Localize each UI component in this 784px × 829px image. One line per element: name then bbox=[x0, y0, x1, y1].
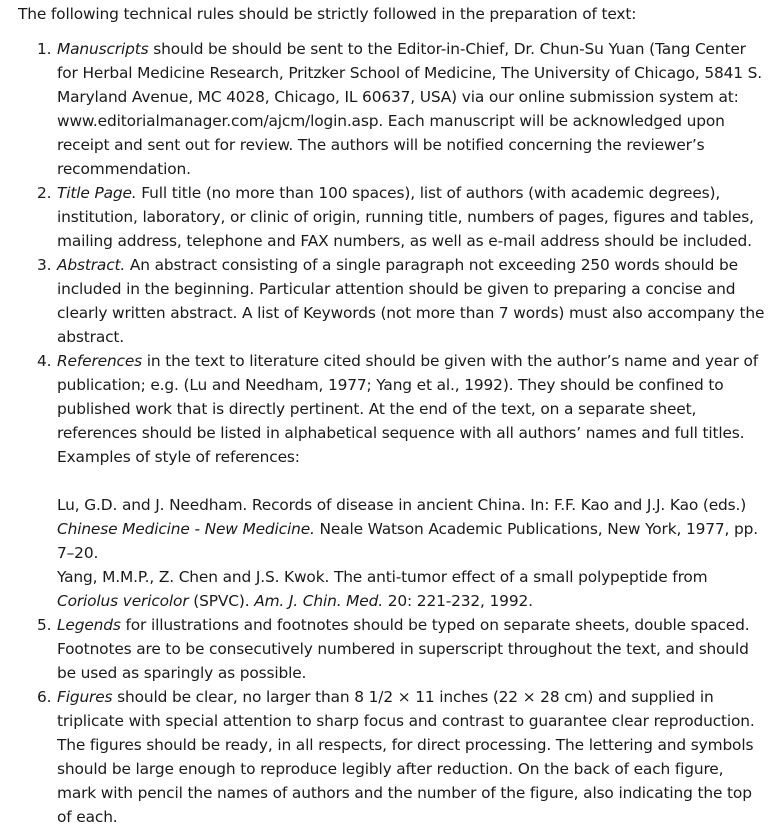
rules-list bbox=[18, 37, 766, 829]
rule-number: 5. bbox=[37, 616, 52, 634]
rule-text: in the text to literature cited should be given with the author’s name and year of publication; e.g. (Lu and Needham, 1977; Yang et al., 1992). They should be confined to published work that is directly pertinent. At the end of the text, on a separate sheet, references should be listed in alphabetical sequence with all authors’ names and full titles. Examples of style of references: bbox=[57, 352, 758, 466]
rule-item-title-page bbox=[18, 181, 766, 253]
rule-text: should be should be sent to the Editor-in-Chief, Dr. Chun-Su Yuan (Tang Center for Herbal Medicine Research, Pritzker School of Medicine, The University of Chicago, 5841 S. Maryland Avenue, MC 4028, Chicago, IL 60637, USA) via our online submission system at: www.editorialmanager.com/ajcm/login.asp. Each manuscript will be acknowledged upon receipt and sent out for review. The authors will be notified concerning the reviewer’s recommendation. bbox=[57, 40, 763, 178]
rule-term: Figures bbox=[57, 688, 113, 706]
rule-term: Legends bbox=[57, 616, 121, 634]
rule-number: 4. bbox=[37, 352, 52, 370]
rule-term: Manuscripts bbox=[57, 40, 149, 58]
rule-number: 6. bbox=[37, 688, 52, 706]
rule-number: 1. bbox=[37, 40, 52, 58]
rule-term: Title Page. bbox=[57, 184, 137, 202]
reference-species-name: Coriolus vericolor bbox=[57, 592, 189, 610]
reference-book-title: Chinese Medicine - New Medicine. bbox=[57, 520, 315, 538]
rule-text: for illustrations and footnotes should be typed on separate sheets, double spaced. Footnotes are to be consecutively numbered in superscript throughout the text, and should be used as sparingly as possible. bbox=[57, 616, 750, 682]
reference-journal-name: Am. J. Chin. Med. bbox=[254, 592, 383, 610]
reference-text: Neale Watson Academic Publications, New York, 1977, pp. 7–20. bbox=[57, 520, 759, 562]
rule-item-legends bbox=[18, 613, 766, 685]
reference-text: (SPVC). bbox=[188, 592, 255, 610]
reference-example-yang bbox=[57, 565, 766, 613]
reference-example-lu bbox=[57, 493, 766, 565]
reference-text: 20: 221-232, 1992. bbox=[383, 592, 533, 610]
rule-number: 3. bbox=[37, 256, 52, 274]
rule-item-abstract bbox=[18, 253, 766, 349]
rule-number: 2. bbox=[37, 184, 52, 202]
intro-paragraph: The following technical rules should be strictly followed in the preparation of text: bbox=[18, 5, 637, 23]
rule-item-references bbox=[18, 349, 766, 613]
rule-text: An abstract consisting of a single paragraph not exceeding 250 words should be included in the beginning. Particular attention should be given to preparing a concise and clearly written abstract. A list of Keywords (not more than 7 words) must also accompany the abstract. bbox=[57, 256, 765, 346]
reference-text: Lu, G.D. and J. Needham. Records of disease in ancient China. In: F.F. Kao and J.J. Kao (eds.) bbox=[57, 496, 747, 514]
rule-text: Full title (no more than 100 spaces), list of authors (with academic degrees), institution, laboratory, or clinic of origin, running title, numbers of pages, figures and tables, mailing address, telephone and FAX numbers, as well as e-mail address should be included. bbox=[57, 184, 754, 250]
reference-text: Yang, M.M.P., Z. Chen and J.S. Kwok. The anti-tumor effect of a small polypeptide from bbox=[57, 568, 708, 586]
rule-item-figures bbox=[18, 685, 766, 829]
rule-text: should be clear, no larger than 8 1/2 × 11 inches (22 × 28 cm) and supplied in triplicate with special attention to sharp focus and contrast to guarantee clear reproduction. The figures should be ready, in all respects, for direct processing. The lettering and symbols should be large enough to reproduce legibly after reduction. On the back of each figure, mark with pencil the names of authors and the number of the figure, also indicating the top of each. bbox=[57, 688, 755, 826]
reference-examples bbox=[57, 493, 766, 613]
rule-item-manuscripts bbox=[18, 37, 766, 181]
rule-term: Abstract. bbox=[57, 256, 126, 274]
rule-term: References bbox=[57, 352, 143, 370]
